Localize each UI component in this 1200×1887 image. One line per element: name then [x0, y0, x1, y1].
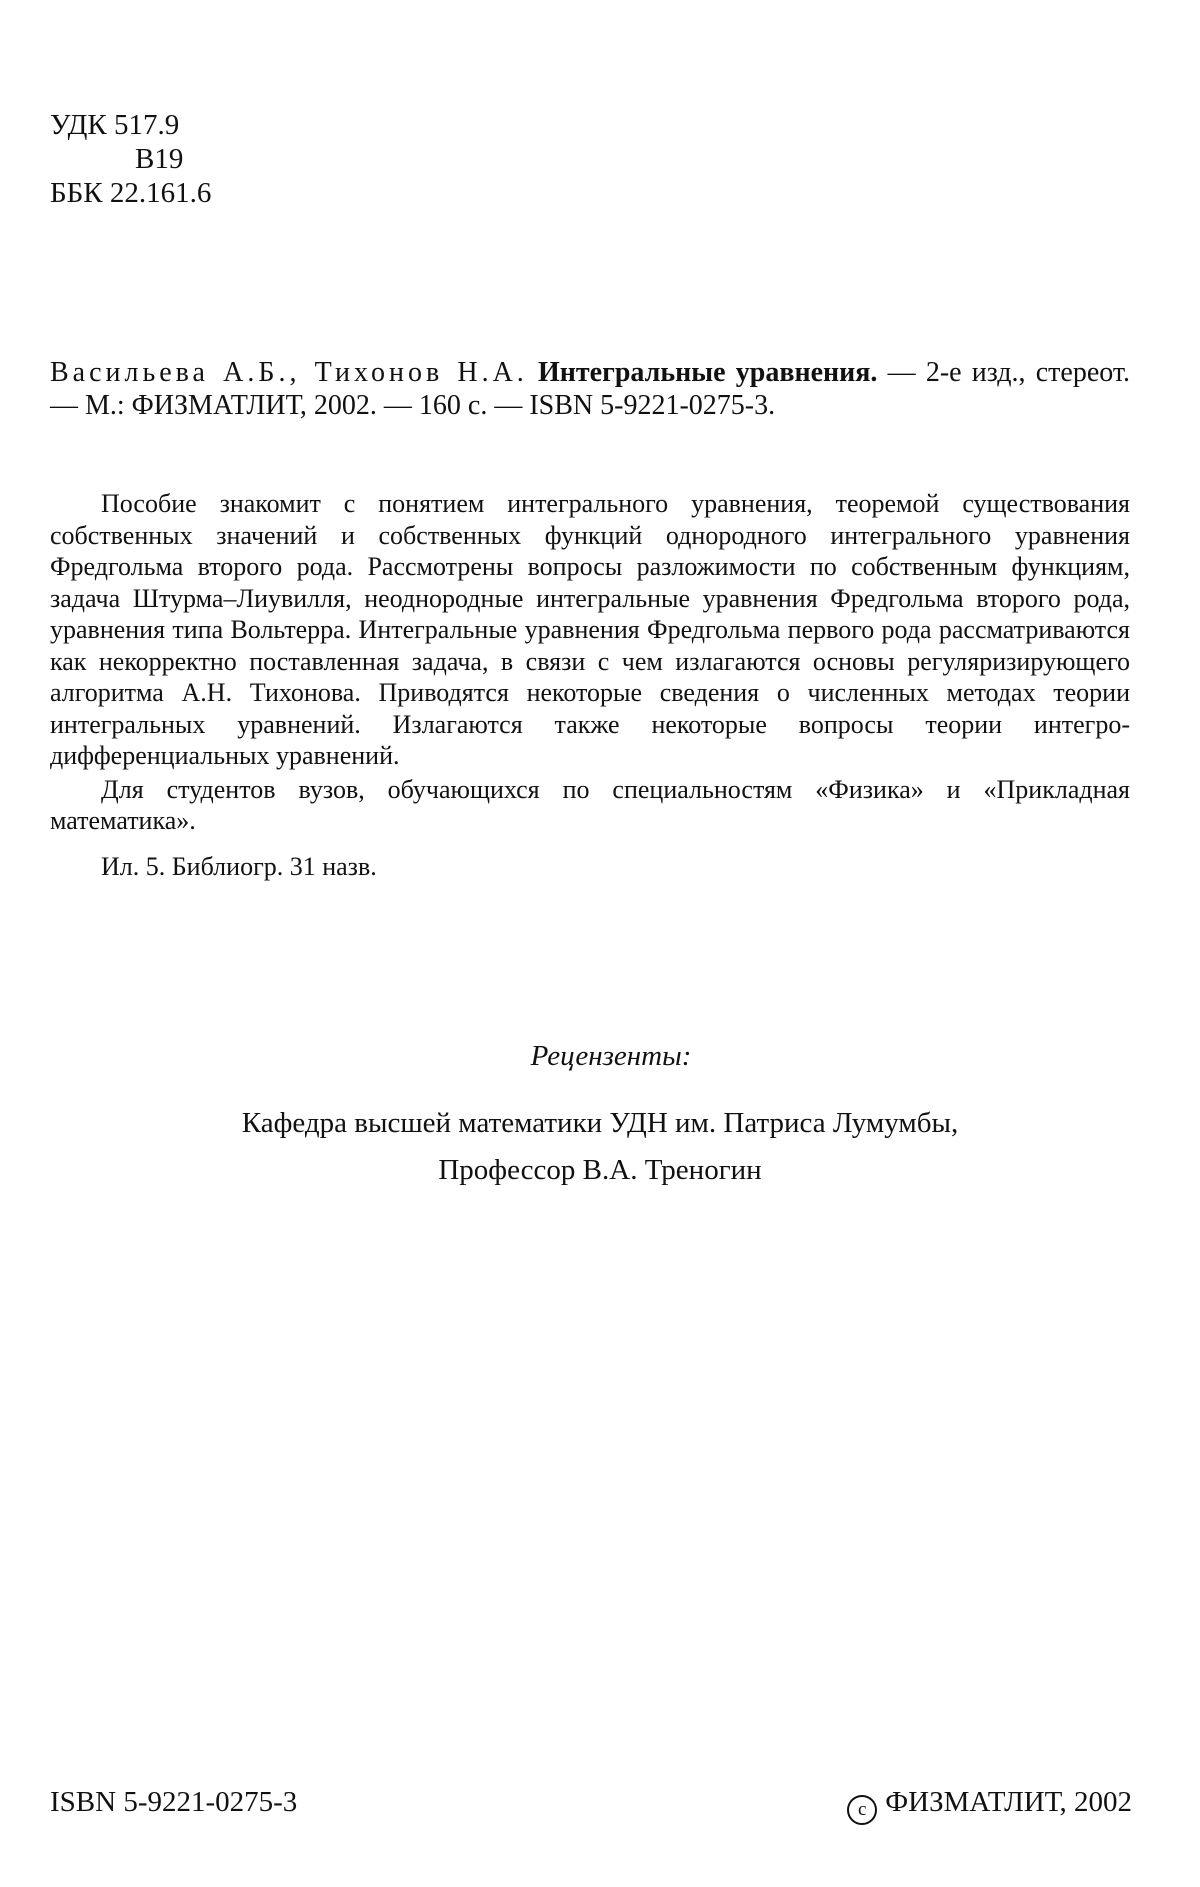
illustrations-note: Ил. 5. Библиогр. 31 назв.: [101, 851, 377, 881]
copyright-icon: c: [847, 1795, 877, 1825]
reviewer-professor: Профессор В.А. Треногин: [438, 1154, 762, 1186]
biblio-authors: Васильева А.Б., Тихонов Н.А.: [50, 357, 528, 388]
biblio-title: Интегральные уравнения.: [538, 357, 878, 388]
abstract-paragraph: Пособие знакомит с понятием интегрального уравнения, теоремой существования собственных значений и собственных функций однородного интегрального уравнения Фредгольма второго рода. Рассмотрены вопросы разложимости по собственным функциям, задача Штурма–Лиувилля, неоднородные интегральные уравнения Фредгольма второго рода, уравнения типа Вольтерра. Интегральные уравнения Фредгольма первого рода рассматриваются как некорректно поставленная задача, в связи с чем излагаются основы регуляризирующего алгоритма А.Н. Тихонова. Приводятся некоторые сведения о численных методах теории интегральных уравнений. Излагаются также некоторые вопросы теории интегро-дифференциальных уравнений.: [50, 489, 1130, 770]
reviewers-block: [0, 1040, 1200, 1187]
footer-isbn: ISBN 5-9221-0275-3: [50, 1786, 298, 1818]
footer-copyright: [847, 1786, 1132, 1825]
reviewer-department: Кафедра высшей математики УДН им. Патриса Лумумбы,: [241, 1107, 959, 1139]
abstract: [50, 488, 1130, 882]
reviewers-heading: Рецензенты:: [530, 1040, 692, 1072]
udk-code: УДК 517.9: [50, 109, 180, 141]
bbk-code: ББК 22.161.6: [50, 177, 212, 209]
biblio-details: — 2-е изд., стереот. — М.: ФИЗМАТЛИТ, 2002. — 160 с. — ISBN 5-9221-0275-3.: [50, 357, 1131, 421]
author-mark: В19: [135, 143, 184, 175]
audience-note: Для студентов вузов, обучающихся по специальностям «Физика» и «Прикладная математика».: [50, 774, 1130, 835]
classification-codes: [50, 108, 211, 210]
bibliographic-record: [50, 356, 1130, 422]
copyright-text: ФИЗМАТЛИТ, 2002: [885, 1786, 1132, 1818]
